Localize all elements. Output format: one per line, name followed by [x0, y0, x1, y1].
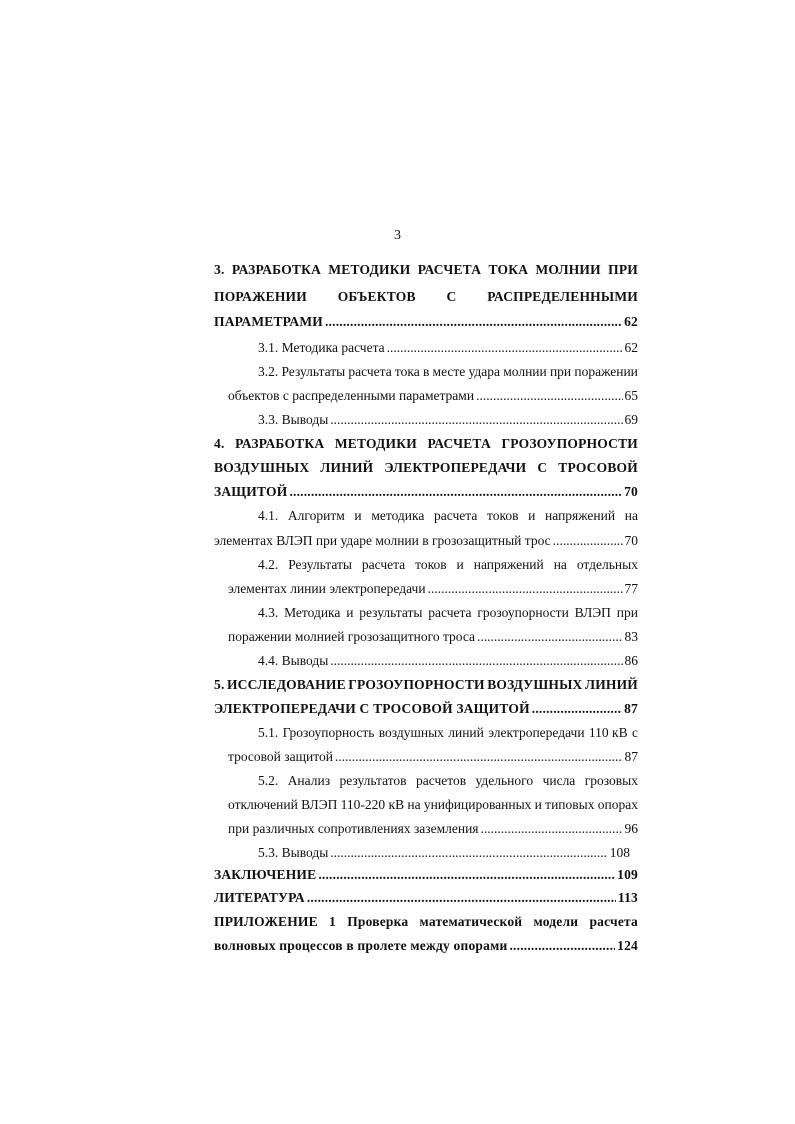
- toc-word: с: [631, 725, 638, 740]
- toc-word: Анализ: [287, 773, 331, 788]
- toc-page-number: 65: [624, 388, 638, 403]
- toc-word: электропередачи: [488, 725, 585, 740]
- toc-word: ПРИ: [608, 262, 638, 277]
- toc-word: ОБЪЕКТОВ: [337, 289, 416, 304]
- toc-word: и: [456, 557, 464, 572]
- toc-leader-dots: [553, 533, 623, 549]
- toc-word: результаты: [359, 605, 423, 620]
- page-number: 3: [394, 228, 401, 243]
- toc-word: линий: [448, 725, 484, 740]
- toc-page-number: 96: [624, 821, 638, 836]
- toc-word: Алгоритм: [287, 508, 345, 523]
- toc-section-5-2-line-1: [258, 773, 638, 789]
- toc-word: отключений: [228, 797, 298, 812]
- toc-section-4-1-line-1: [258, 508, 638, 524]
- toc-word: 5.: [214, 677, 225, 692]
- toc-word: Результаты: [281, 364, 346, 379]
- toc-word: отдельных: [576, 557, 638, 572]
- toc-leader-dots: [330, 412, 622, 428]
- toc-word: Результаты: [288, 557, 352, 572]
- toc-word: ТРОСОВОЙ: [558, 460, 638, 475]
- toc-word: РАСЧЕТА: [427, 436, 491, 451]
- toc-leader-dots: [330, 845, 607, 861]
- toc-word: грозовых: [584, 773, 638, 788]
- toc-word: ВЛЭП: [574, 605, 611, 620]
- toc-leader-dots: [532, 701, 622, 717]
- toc-word: ВОЗДУШНЫХ: [214, 460, 310, 475]
- toc-appendix-line-1: [214, 914, 638, 930]
- toc-word: ИССЛЕДОВАНИЕ: [226, 677, 346, 692]
- toc-entry-text: ЭЛЕКТРОПЕРЕДАЧИ С ТРОСОВОЙ ЗАЩИТОЙ: [214, 701, 530, 716]
- toc-entry-text: элементах линии электропередачи: [228, 581, 426, 596]
- toc-word: тока: [394, 364, 420, 379]
- toc-section-4-1-line-2: [214, 533, 638, 549]
- toc-word: на: [553, 557, 567, 572]
- toc-entry-text: при различных сопротивлениях заземления: [228, 821, 479, 836]
- toc-word: ТОКА: [488, 262, 529, 277]
- toc-leader-dots: [481, 821, 623, 837]
- toc-entry-text: 5.3. Выводы: [258, 845, 329, 860]
- toc-word: токов: [415, 557, 447, 572]
- toc-word: числа: [542, 773, 576, 788]
- toc-word: 4.1.: [258, 508, 279, 523]
- toc-word: 1: [329, 914, 336, 929]
- toc-word: С: [446, 289, 457, 304]
- toc-entry-text: тросовой защитой: [228, 749, 333, 764]
- toc-word: МОЛНИИ: [535, 262, 601, 277]
- toc-section-5-1-line-2: [228, 749, 638, 765]
- toc-page-number: 62: [624, 340, 638, 355]
- toc-entry-text: ПАРАМЕТРАМИ: [214, 314, 323, 329]
- toc-word: ГРОЗОУПОРНОСТИ: [501, 436, 638, 451]
- toc-word: 110-220 кВ: [340, 797, 405, 812]
- toc-literature: [214, 890, 638, 906]
- toc-leader-dots: [509, 938, 615, 954]
- toc-entry-text: 3.3. Выводы: [258, 412, 329, 427]
- toc-word: поражении: [574, 364, 638, 379]
- toc-word: математической: [419, 914, 523, 929]
- toc-word: 5.1.: [258, 725, 279, 740]
- toc-word: ЛИНИЙ: [320, 460, 374, 475]
- toc-word: 3.2.: [258, 364, 279, 379]
- toc-leader-dots: [307, 890, 616, 906]
- toc-word: МЕТОДИКИ: [328, 262, 411, 277]
- toc-word: 110 кВ: [588, 725, 628, 740]
- toc-page-number: 108: [609, 845, 630, 860]
- toc-chapter-4-line-1: [214, 436, 638, 452]
- toc-word: Грозоупорность: [282, 725, 375, 740]
- toc-page-number: 77: [624, 581, 638, 596]
- toc-chapter-4-line-2: [214, 460, 638, 476]
- toc-page-number: 69: [624, 412, 638, 427]
- toc-section-3-2-line-1: [258, 364, 638, 380]
- toc-chapter-3-line-2: [214, 289, 638, 305]
- toc-leader-dots: [289, 484, 622, 500]
- toc-page-number: 87: [624, 749, 638, 764]
- toc-word: воздушных: [378, 725, 444, 740]
- toc-word: токов: [487, 508, 519, 523]
- toc-section-3-2-line-2: [228, 388, 638, 404]
- toc-word: грозоупорности: [477, 605, 569, 620]
- toc-word: расчета: [434, 508, 478, 523]
- toc-word: опорах: [597, 797, 638, 812]
- toc-word: расчета: [348, 364, 392, 379]
- toc-entry-text: ЗАЩИТОЙ: [214, 484, 288, 499]
- toc-section-5-1-line-1: [258, 725, 638, 741]
- toc-leader-dots: [477, 629, 622, 645]
- toc-word: 5.2.: [258, 773, 279, 788]
- toc-page-number: 87: [624, 701, 638, 716]
- toc-word: и: [346, 605, 354, 620]
- toc-word: унифицированных: [423, 797, 532, 812]
- toc-leader-dots: [325, 314, 622, 330]
- toc-word: типовых: [545, 797, 595, 812]
- toc-word: модели: [533, 914, 579, 929]
- toc-leader-dots: [335, 749, 623, 765]
- toc-word: молнии: [503, 364, 547, 379]
- toc-word: ЛИНИЙ: [584, 677, 638, 692]
- toc-word: 4.: [214, 436, 225, 451]
- toc-section-5-3: [258, 845, 630, 861]
- toc-entry-text: ЗАКЛЮЧЕНИЕ: [214, 867, 317, 882]
- toc-word: напряжений: [473, 557, 544, 572]
- toc-word: МЕТОДИКИ: [334, 436, 417, 451]
- toc-entry-text: 3.1. Методика расчета: [258, 340, 385, 355]
- toc-section-5-2-line-3: [228, 821, 638, 837]
- toc-entry-text: элементах ВЛЭП при ударе молнии в грозозащитный трос: [214, 533, 551, 548]
- toc-word: расчета: [361, 557, 406, 572]
- toc-word: 4.2.: [258, 557, 279, 572]
- toc-leader-dots: [428, 581, 623, 597]
- toc-word: и: [354, 508, 362, 523]
- toc-page-number: 124: [617, 938, 638, 953]
- toc-page-number: 83: [624, 629, 638, 644]
- toc-word: напряжений: [545, 508, 616, 523]
- toc-chapter-5-line-2: [214, 701, 638, 717]
- toc-word: при: [616, 605, 638, 620]
- toc-entry-text: поражении молнией грозозащитного троса: [228, 629, 476, 644]
- toc-section-3-1: [214, 340, 638, 356]
- toc-section-5-2-line-2: [228, 797, 638, 813]
- toc-chapter-3-line-3: [214, 314, 638, 330]
- toc-word: на: [407, 797, 421, 812]
- toc-page-number: 86: [624, 653, 638, 668]
- toc-word: РАСЧЕТА: [417, 262, 482, 277]
- toc-entry-text: объектов с распределенными параметрами: [228, 388, 475, 403]
- toc-page-number: 70: [624, 533, 638, 548]
- toc-leader-dots: [387, 340, 623, 356]
- toc-word: РАЗРАБОТКА: [235, 436, 325, 451]
- toc-word: ЭЛЕКТРОПЕРЕДАЧИ: [384, 460, 527, 475]
- toc-section-4-2-line-2: [228, 581, 638, 597]
- toc-word: Проверка: [347, 914, 409, 929]
- toc-word: ПОРАЖЕНИИ: [214, 289, 307, 304]
- toc-word: С: [537, 460, 548, 475]
- toc-page-number: 113: [617, 890, 638, 905]
- toc-page-number: 62: [624, 314, 638, 329]
- toc-word: ВЛЭП: [301, 797, 338, 812]
- toc-word: ПРИЛОЖЕНИЕ: [214, 914, 318, 929]
- toc-section-4-3-line-1: [258, 605, 638, 621]
- toc-entry-text: ЛИТЕРАТУРА: [214, 890, 305, 905]
- toc-word: 3.: [214, 262, 225, 277]
- toc-word: РАЗРАБОТКА: [231, 262, 322, 277]
- toc-leader-dots: [330, 653, 622, 669]
- toc-chapter-4-line-3: [214, 484, 638, 500]
- toc-word: методика: [371, 508, 425, 523]
- toc-word: и: [534, 797, 542, 812]
- toc-conclusion: [214, 867, 638, 883]
- toc-section-3-3: [258, 412, 638, 428]
- toc-leader-dots: [476, 388, 622, 404]
- toc-word: на: [624, 508, 638, 523]
- toc-word: и: [528, 508, 536, 523]
- toc-chapter-5-line-1: [214, 677, 638, 693]
- toc-word: удара: [468, 364, 501, 379]
- toc-word: 4.3.: [258, 605, 279, 620]
- toc-appendix-line-2: [214, 938, 638, 954]
- toc-word: расчета: [428, 605, 472, 620]
- toc-word: удельного: [475, 773, 534, 788]
- toc-chapter-3-line-1: [214, 262, 638, 278]
- toc-section-4-3-line-2: [228, 629, 638, 645]
- toc-word: результатов: [339, 773, 407, 788]
- toc-word: расчетов: [416, 773, 467, 788]
- toc-entry-text: 4.4. Выводы: [258, 653, 329, 668]
- toc-word: ВОЗДУШНЫХ: [487, 677, 583, 692]
- toc-entry-text: волновых процессов в пролете между опорами: [214, 938, 508, 953]
- toc-word: ГРОЗОУПОРНОСТИ: [348, 677, 485, 692]
- toc-leader-dots: [318, 867, 615, 883]
- toc-page-number: 109: [617, 867, 638, 882]
- toc-word: Методика: [284, 605, 341, 620]
- toc-word: расчета: [589, 914, 638, 929]
- toc-section-4-4: [258, 653, 638, 669]
- toc-word: в: [422, 364, 430, 379]
- toc-page-number: 70: [624, 484, 638, 499]
- toc-word: РАСПРЕДЕЛЕННЫМИ: [487, 289, 638, 304]
- toc-word: месте: [432, 364, 466, 379]
- toc-section-4-2-line-1: [258, 557, 638, 573]
- toc-word: при: [549, 364, 572, 379]
